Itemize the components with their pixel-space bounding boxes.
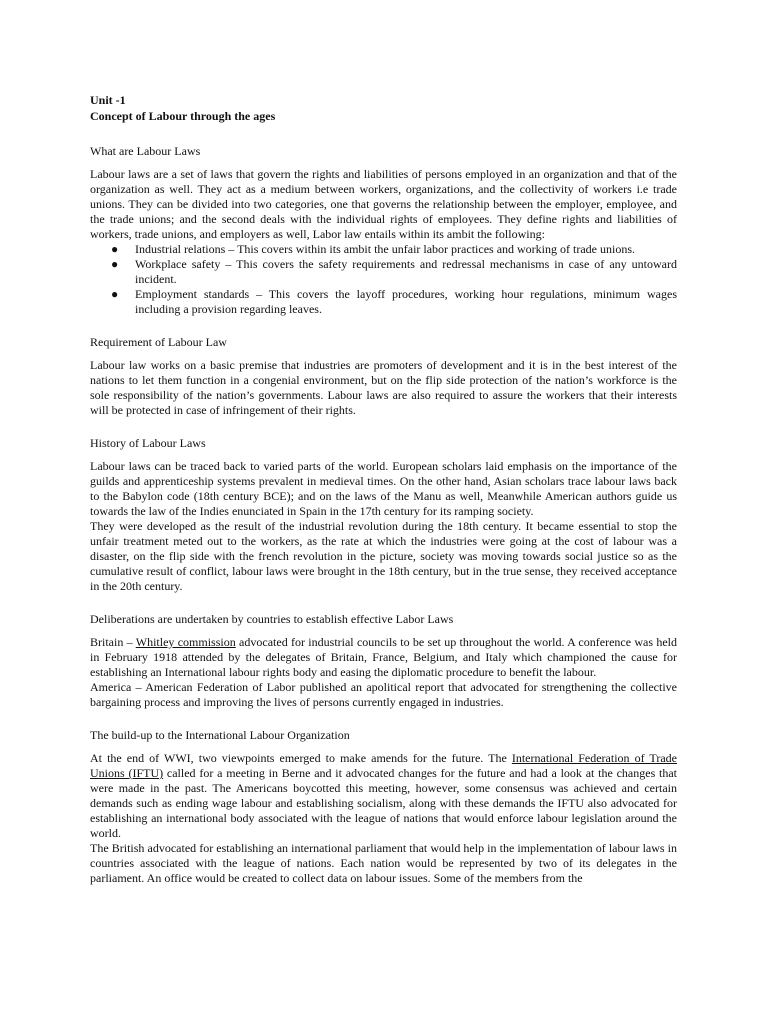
section-heading: Requirement of Labour Law — [90, 335, 227, 349]
paragraph: Labour laws can be traced back to varied parts of the world. European scholars laid emphasis on the importance of the guilds and apprenticeship systems prevalent in medieval times. On the other hand, Asian scholars trace labour laws back to the Babylon code (18th century BCE); and on the laws of the Manu as well, Meanwhile American authors guide us towards the law of the Indies enunciated in Spain in the 17th century for its ramping society. — [90, 459, 677, 518]
list-item-text: Workplace safety – This covers the safety requirements and redressal mechanisms in case of any untoward incident. — [135, 257, 677, 286]
section-ilo-buildup — [90, 728, 677, 886]
paragraph: The British advocated for establishing an international parliament that would help in the implementation of labour laws in countries associated with the league of nations. Each nation would be represented by two of its delegates in the parliament. An office would be created to collect data on labour issues. Some of the members from the — [90, 841, 677, 885]
paragraph: Labour law works on a basic premise that industries are promoters of development and it is in the best interest of the nations to let them function in a congenial environment, but on the flip side protection of the nation’s workforce is the sole responsibility of the nation’s governments. Labour laws are also required to assure the workers that their interests will be protected in case of infringement of their rights. — [90, 358, 677, 417]
paragraph — [90, 635, 677, 680]
list-item — [90, 287, 677, 317]
text: called for a meeting in Berne and it advocated changes for the future and had a look at the changes that were made in the past. The Americans boycotted this meeting, however, some consensus was achieved and certain demands such as ending wage labour and establishing socialism, along with these demands the IFTU also advocated for establishing an international body associated with the league of nations that would enforce labour legislation around the world. — [90, 766, 678, 840]
paragraph: America – American Federation of Labor published an apolitical report that advocated for strengthening the collective bargaining process and improving the lives of persons currently engaged in industries. — [90, 680, 677, 709]
section-heading: The build-up to the International Labour Organization — [90, 728, 350, 742]
bullet-icon: ● — [111, 242, 119, 256]
unit-label: Unit -1 — [90, 93, 126, 107]
list-item — [90, 242, 677, 257]
section-deliberations — [90, 612, 677, 710]
paragraph: Labour laws are a set of laws that govern the rights and liabilities of persons employed in an organization and that of the organization as well. They act as a medium between workers, organizations, and the collectivity of workers i.e trade unions. They can be divided into two categories, one that governs the relationship between the employer, employee, and the trade unions; and the second deals with the individual rights of employees. They define rights and liabilities of workers, trade unions, and employers as well, Labor law entails within its ambit the following: — [90, 167, 677, 241]
section-heading: History of Labour Laws — [90, 436, 206, 450]
paragraph: They were developed as the result of the industrial revolution during the 18th century. It became essential to stop the unfair treatment meted out to the workers, as the rate at which the industries were going at the cost of labour was a disaster, on the flip side with the french revolution in the picture, society was moving towards social justice so as the cumulative result of conflict, labour laws were brought in the 18th century, but in the true sense, they received acceptance in the 20th century. — [90, 519, 677, 593]
whitley-commission-link[interactable]: Whitley commission — [135, 635, 236, 649]
bullet-icon: ● — [111, 257, 119, 271]
list-item-text: Industrial relations – This covers within its ambit the unfair labor practices and working of trade unions. — [135, 242, 635, 256]
section-what-are-labour-laws — [90, 144, 677, 317]
text: advocated for industrial councils to be set up throughout the world. A conference was held in February 1918 attended by the delegates of Britain, France, Belgium, and Italy which championed the cause for establishing an International labour rights body and easing the diplomatic procedure to benefit the labour. — [90, 635, 678, 679]
list-item-text: Employment standards – This covers the layoff procedures, working hour regulations, minimum wages including a provision regarding leaves. — [135, 287, 677, 316]
section-history — [90, 436, 677, 594]
paragraph — [90, 751, 677, 841]
iftu-link[interactable]: International Federation of Trade Unions (IFTU) — [90, 751, 677, 780]
bullet-list — [90, 242, 677, 317]
text: Britain – — [90, 635, 136, 649]
text: At the end of WWI, two viewpoints emerged to make amends for the future. The — [90, 751, 512, 765]
section-requirement — [90, 335, 677, 418]
document-title: Concept of Labour through the ages — [90, 109, 276, 123]
list-item — [90, 257, 677, 287]
document-body — [90, 92, 677, 886]
bullet-icon: ● — [111, 287, 119, 301]
section-heading: Deliberations are undertaken by countries to establish effective Labor Laws — [90, 612, 454, 626]
section-heading: What are Labour Laws — [90, 144, 201, 158]
